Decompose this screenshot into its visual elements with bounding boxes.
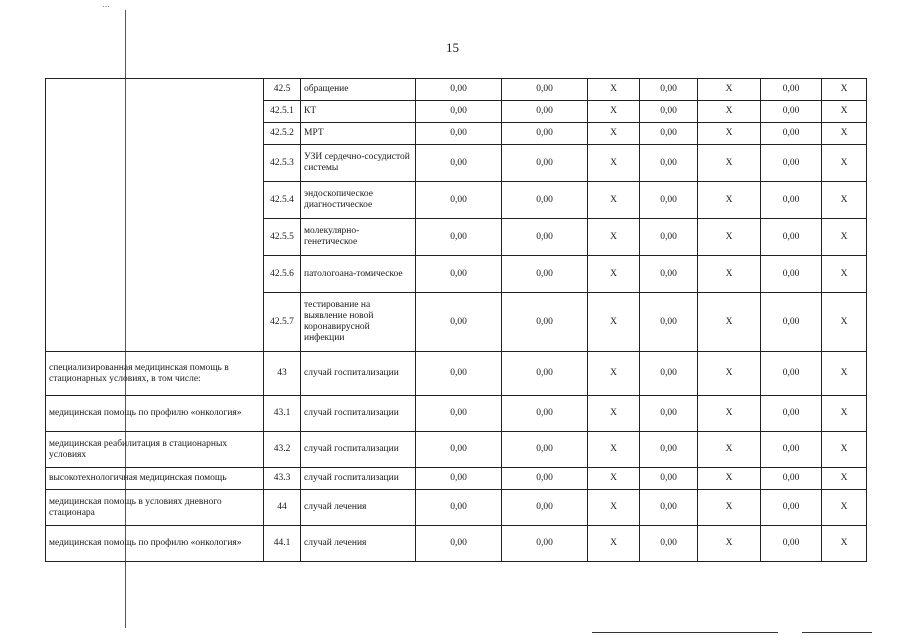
table-row — [46, 352, 867, 396]
x-mark-cell: X — [822, 182, 867, 219]
value-cell: 0,00 — [761, 468, 822, 490]
signature-line — [592, 632, 778, 633]
row-unit: патологоана-томическое — [301, 256, 416, 293]
row-code: 43.1 — [264, 396, 301, 432]
value-cell: 0,00 — [502, 219, 588, 256]
value-cell: 0,00 — [640, 256, 698, 293]
value-cell: 0,00 — [761, 352, 822, 396]
x-mark-cell: X — [822, 468, 867, 490]
table-row — [46, 432, 867, 468]
row-unit: КТ — [301, 101, 416, 123]
row-code: 44 — [264, 490, 301, 526]
x-mark-cell: X — [822, 352, 867, 396]
x-mark-cell: X — [822, 432, 867, 468]
x-mark-cell: X — [698, 182, 761, 219]
row-name: медицинская реабилитация в стационарных условиях — [46, 432, 264, 468]
row-code: 44.1 — [264, 526, 301, 562]
row-code: 42.5.1 — [264, 101, 301, 123]
x-mark-cell: X — [588, 396, 640, 432]
x-mark-cell: X — [588, 352, 640, 396]
row-code: 42.5.2 — [264, 123, 301, 145]
row-code: 42.5.3 — [264, 145, 301, 182]
value-cell: 0,00 — [416, 432, 502, 468]
x-mark-cell: X — [588, 101, 640, 123]
value-cell: 0,00 — [640, 490, 698, 526]
value-cell: 0,00 — [416, 526, 502, 562]
row-unit: МРТ — [301, 123, 416, 145]
x-mark-cell: X — [822, 526, 867, 562]
x-mark-cell: X — [822, 79, 867, 101]
x-mark-cell: X — [822, 490, 867, 526]
x-mark-cell: X — [822, 101, 867, 123]
x-mark-cell: X — [588, 526, 640, 562]
row-name: специализированная медицинская помощь в стационарных условиях, в том числе: — [46, 352, 264, 396]
scan-artifact: … — [102, 0, 110, 9]
x-mark-cell: X — [588, 490, 640, 526]
row-unit: УЗИ сердечно-сосудистой системы — [301, 145, 416, 182]
value-cell: 0,00 — [761, 396, 822, 432]
value-cell: 0,00 — [761, 145, 822, 182]
value-cell: 0,00 — [416, 396, 502, 432]
table-row — [46, 396, 867, 432]
x-mark-cell: X — [698, 490, 761, 526]
x-mark-cell: X — [822, 256, 867, 293]
x-mark-cell: X — [822, 145, 867, 182]
value-cell: 0,00 — [416, 256, 502, 293]
x-mark-cell: X — [588, 182, 640, 219]
table-row — [46, 468, 867, 490]
value-cell: 0,00 — [416, 123, 502, 145]
value-cell: 0,00 — [640, 219, 698, 256]
x-mark-cell: X — [588, 293, 640, 352]
x-mark-cell: X — [698, 352, 761, 396]
x-mark-cell: X — [822, 123, 867, 145]
row-code: 43 — [264, 352, 301, 396]
row-name: высокотехнологичная медицинская помощь — [46, 468, 264, 490]
x-mark-cell: X — [698, 468, 761, 490]
table-row — [46, 490, 867, 526]
value-cell: 0,00 — [640, 101, 698, 123]
value-cell: 0,00 — [416, 182, 502, 219]
value-cell: 0,00 — [416, 352, 502, 396]
x-mark-cell: X — [588, 79, 640, 101]
x-mark-cell: X — [698, 256, 761, 293]
value-cell: 0,00 — [502, 293, 588, 352]
value-cell: 0,00 — [416, 490, 502, 526]
row-code: 42.5.7 — [264, 293, 301, 352]
row-unit: случай госпитализации — [301, 396, 416, 432]
row-name: медицинская помощь по профилю «онкология» — [46, 396, 264, 432]
value-cell: 0,00 — [761, 293, 822, 352]
value-cell: 0,00 — [416, 219, 502, 256]
value-cell: 0,00 — [640, 352, 698, 396]
value-cell: 0,00 — [416, 101, 502, 123]
value-cell: 0,00 — [502, 79, 588, 101]
value-cell: 0,00 — [502, 182, 588, 219]
page-number: 15 — [446, 40, 459, 55]
value-cell: 0,00 — [640, 468, 698, 490]
value-cell: 0,00 — [761, 219, 822, 256]
row-name: медицинская помощь по профилю «онкология» — [46, 526, 264, 562]
value-cell: 0,00 — [502, 490, 588, 526]
data-table — [45, 78, 867, 562]
x-mark-cell: X — [588, 145, 640, 182]
x-mark-cell: X — [588, 468, 640, 490]
value-cell: 0,00 — [416, 293, 502, 352]
value-cell: 0,00 — [502, 145, 588, 182]
x-mark-cell: X — [822, 293, 867, 352]
value-cell: 0,00 — [502, 526, 588, 562]
row-name: медицинская помощь в условиях дневного стационара — [46, 490, 264, 526]
value-cell: 0,00 — [416, 468, 502, 490]
x-mark-cell: X — [698, 293, 761, 352]
value-cell: 0,00 — [502, 123, 588, 145]
value-cell: 0,00 — [416, 79, 502, 101]
row-code: 42.5.4 — [264, 182, 301, 219]
value-cell: 0,00 — [761, 79, 822, 101]
x-mark-cell: X — [588, 256, 640, 293]
x-mark-cell: X — [822, 219, 867, 256]
value-cell: 0,00 — [416, 145, 502, 182]
value-cell: 0,00 — [761, 101, 822, 123]
value-cell: 0,00 — [761, 123, 822, 145]
row-unit: тестирование на выявление новой коронавирусной инфекции — [301, 293, 416, 352]
value-cell: 0,00 — [640, 79, 698, 101]
x-mark-cell: X — [588, 432, 640, 468]
row-unit: эндоскопическое диагностическое — [301, 182, 416, 219]
value-cell: 0,00 — [761, 432, 822, 468]
value-cell: 0,00 — [640, 396, 698, 432]
x-mark-cell: X — [698, 526, 761, 562]
x-mark-cell: X — [822, 396, 867, 432]
x-mark-cell: X — [698, 145, 761, 182]
row-unit: случай госпитализации — [301, 468, 416, 490]
table-row — [46, 526, 867, 562]
row-unit: случай госпитализации — [301, 432, 416, 468]
x-mark-cell: X — [698, 79, 761, 101]
row-code: 43.2 — [264, 432, 301, 468]
x-mark-cell: X — [698, 219, 761, 256]
row-unit: случай лечения — [301, 526, 416, 562]
row-name — [46, 79, 264, 352]
x-mark-cell: X — [698, 432, 761, 468]
signature-line — [802, 632, 872, 633]
x-mark-cell: X — [698, 101, 761, 123]
x-mark-cell: X — [588, 219, 640, 256]
value-cell: 0,00 — [502, 432, 588, 468]
value-cell: 0,00 — [502, 352, 588, 396]
row-unit: случай госпитализации — [301, 352, 416, 396]
value-cell: 0,00 — [761, 182, 822, 219]
value-cell: 0,00 — [761, 526, 822, 562]
value-cell: 0,00 — [640, 293, 698, 352]
value-cell: 0,00 — [640, 123, 698, 145]
value-cell: 0,00 — [640, 182, 698, 219]
row-code: 43.3 — [264, 468, 301, 490]
value-cell: 0,00 — [640, 526, 698, 562]
value-cell: 0,00 — [640, 432, 698, 468]
row-code: 42.5 — [264, 79, 301, 101]
row-code: 42.5.6 — [264, 256, 301, 293]
value-cell: 0,00 — [761, 490, 822, 526]
row-unit: обращение — [301, 79, 416, 101]
x-mark-cell: X — [588, 123, 640, 145]
row-unit: случай лечения — [301, 490, 416, 526]
value-cell: 0,00 — [502, 101, 588, 123]
value-cell: 0,00 — [502, 396, 588, 432]
table-row — [46, 79, 867, 101]
value-cell: 0,00 — [640, 145, 698, 182]
value-cell: 0,00 — [502, 256, 588, 293]
row-unit: молекулярно-генетическое — [301, 219, 416, 256]
x-mark-cell: X — [698, 396, 761, 432]
value-cell: 0,00 — [761, 256, 822, 293]
value-cell: 0,00 — [502, 468, 588, 490]
x-mark-cell: X — [698, 123, 761, 145]
row-code: 42.5.5 — [264, 219, 301, 256]
